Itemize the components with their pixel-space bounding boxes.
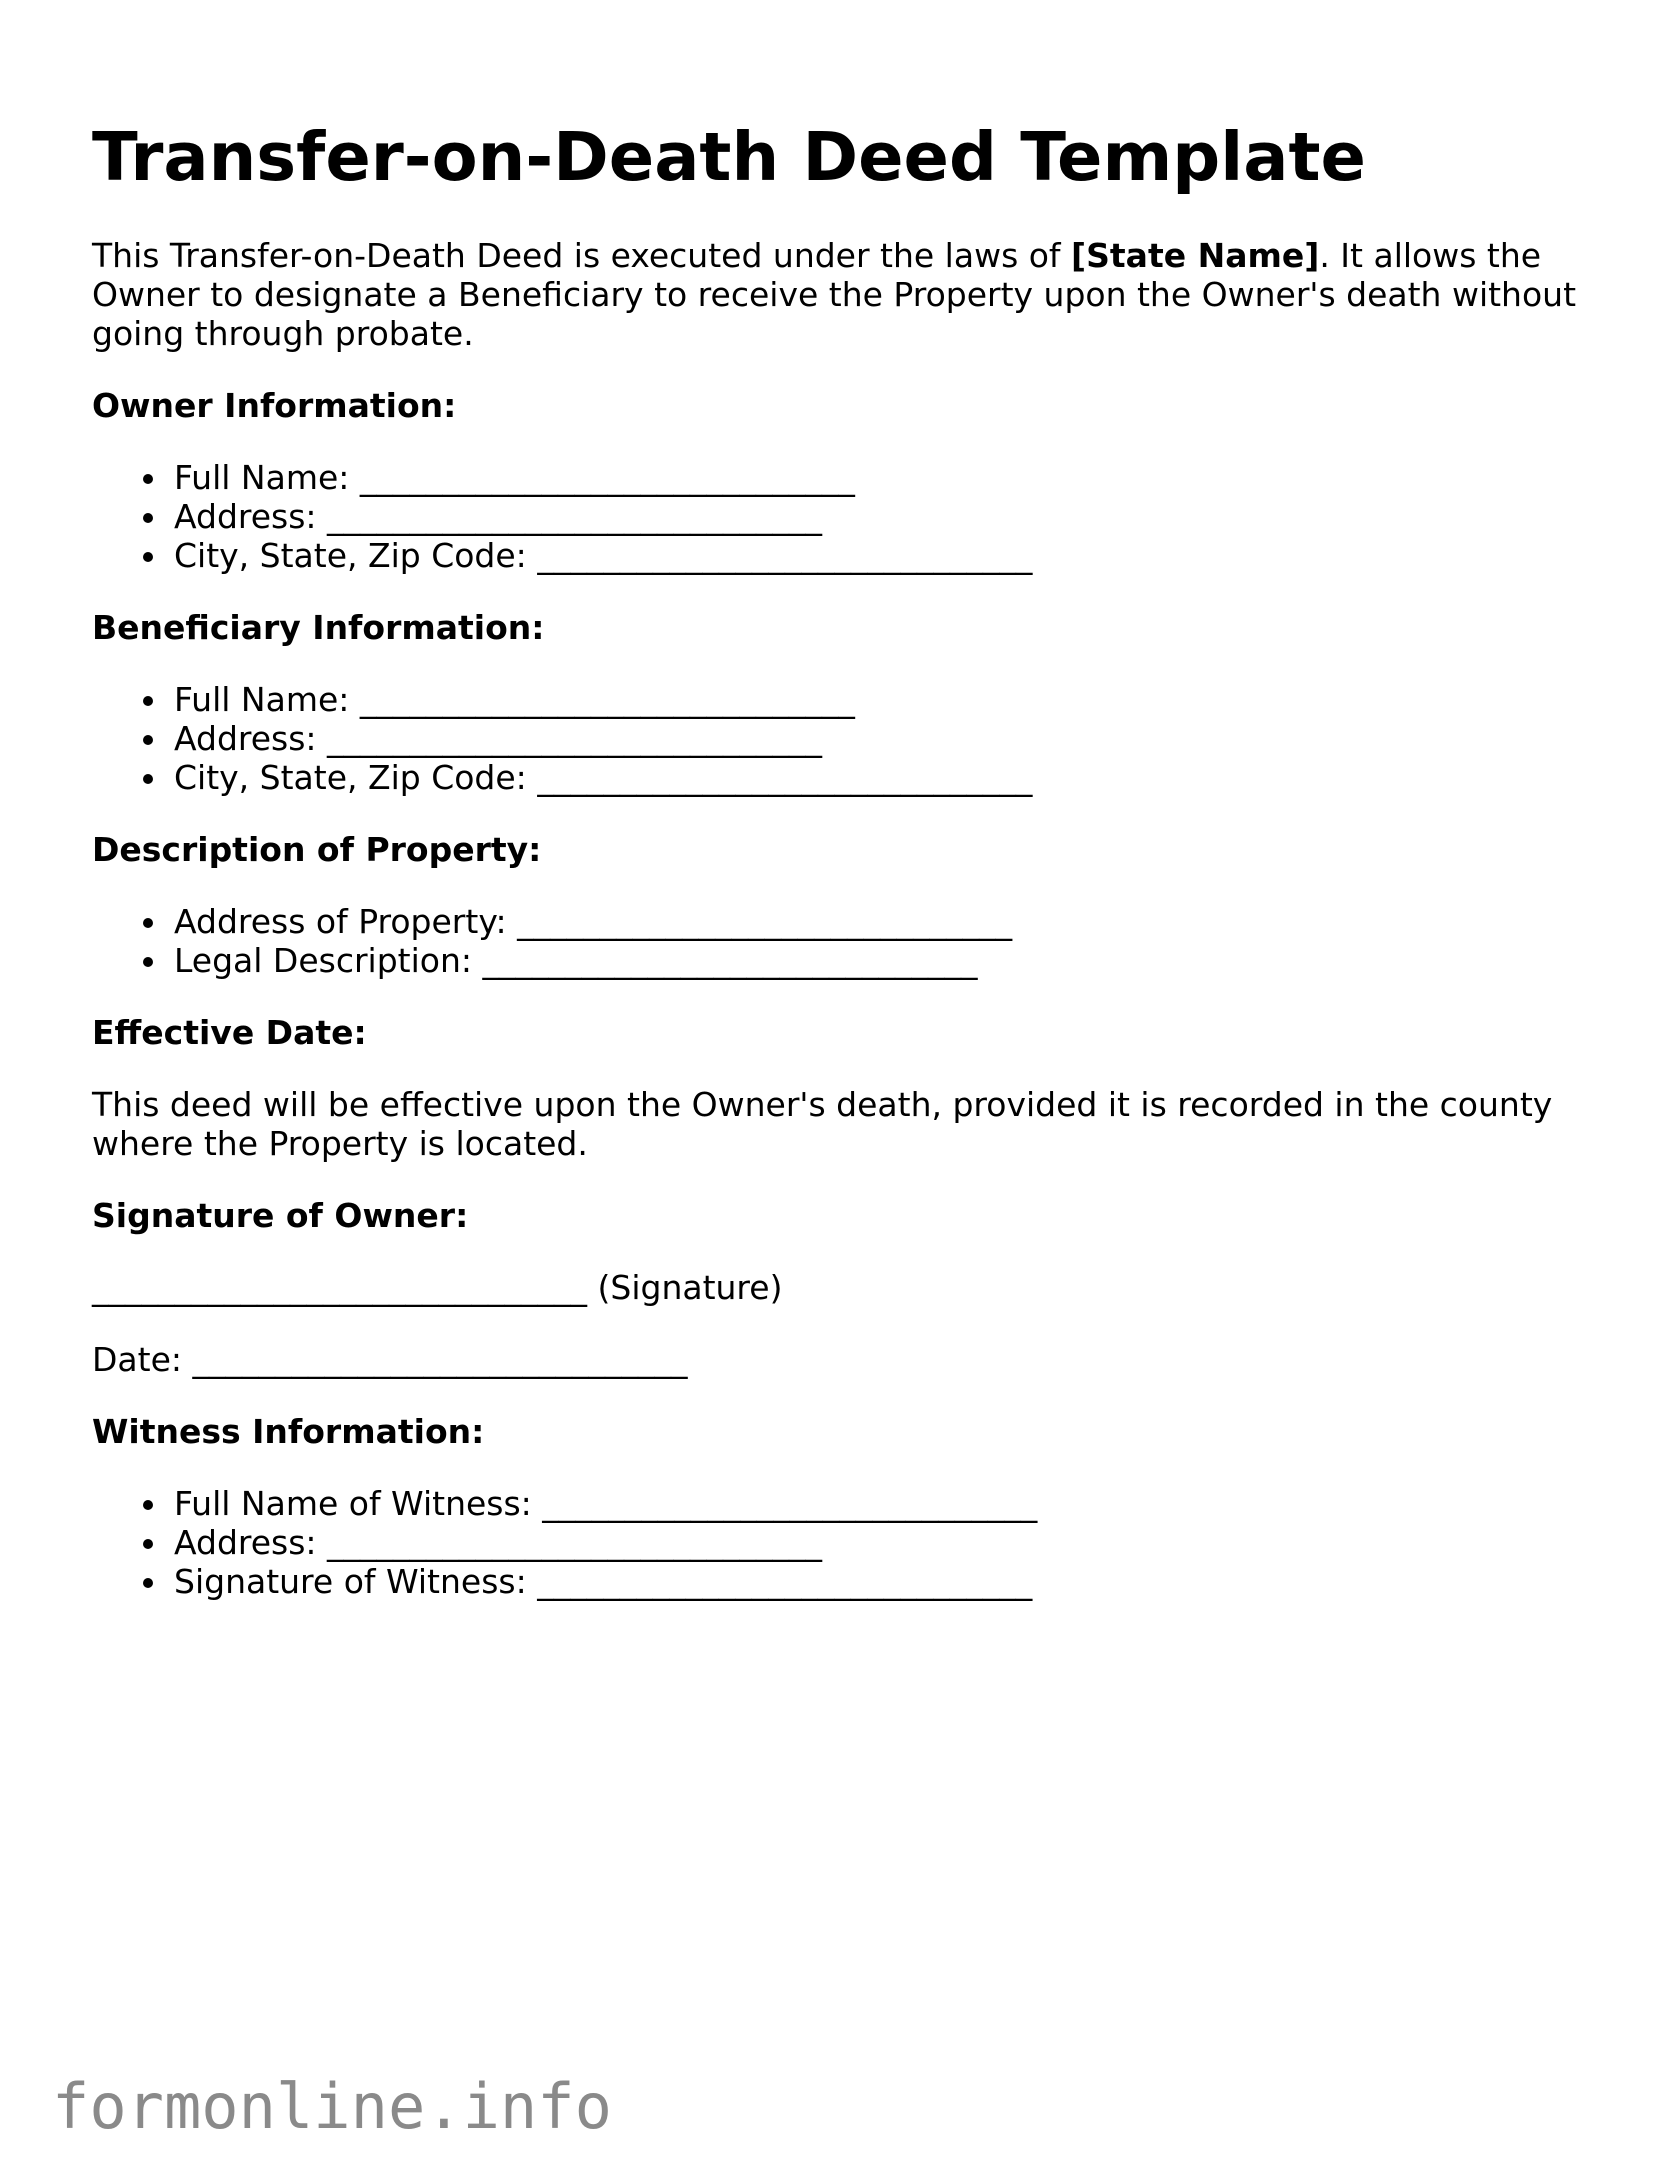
legal-description-field: Legal Description: ______________________________ — [174, 941, 1592, 980]
date-label: Date: — [92, 1340, 182, 1379]
beneficiary-address-field: Address: ______________________________ — [174, 719, 1592, 758]
owner-address-field: Address: ______________________________ — [174, 497, 1592, 536]
intro-text-after: . It allows the Owner to designate a Beneficiary to receive the Property upon the Owner's death without going through probate. — [92, 236, 1577, 353]
fill-in-blank: ______________________________ — [537, 536, 1033, 575]
fill-in-blank: ______________________________ — [542, 1484, 1038, 1523]
state-name-placeholder: [State Name] — [1071, 236, 1320, 275]
fill-in-blank: ______________________________ — [327, 719, 823, 758]
beneficiary-info-heading: Beneficiary Information: — [92, 608, 545, 647]
witness-info-list — [92, 1484, 1592, 1601]
fill-in-blank: ______________________________ — [537, 758, 1033, 797]
owner-info-list — [92, 458, 1592, 575]
witness-info-heading: Witness Information: — [92, 1412, 485, 1451]
document-title: Transfer-on-Death Deed Template — [92, 118, 1366, 196]
owner-signature-heading: Signature of Owner: — [92, 1196, 469, 1235]
fill-in-blank: ______________________________ — [517, 902, 1013, 941]
witness-signature-field: Signature of Witness: ______________________________ — [174, 1562, 1592, 1601]
fill-in-blank: ______________________________ — [359, 680, 855, 719]
beneficiary-info-list — [92, 680, 1592, 797]
fill-in-blank: ______________________________ — [327, 1523, 823, 1562]
owner-signature-line — [92, 1268, 1592, 1307]
witness-full-name-field: Full Name of Witness: ______________________________ — [174, 1484, 1592, 1523]
beneficiary-full-name-field: Full Name: ______________________________ — [174, 680, 1592, 719]
fill-in-blank: ______________________________ — [327, 497, 823, 536]
owner-city-state-zip-field: City, State, Zip Code: ______________________________ — [174, 536, 1592, 575]
site-watermark: formonline.info — [52, 2070, 612, 2143]
fill-in-blank: ______________________________ — [192, 1340, 688, 1379]
fill-in-blank: ______________________________ — [537, 1562, 1033, 1601]
fill-in-blank: ______________________________ — [359, 458, 855, 497]
property-address-field: Address of Property: ______________________________ — [174, 902, 1592, 941]
witness-address-field: Address: ______________________________ — [174, 1523, 1592, 1562]
intro-paragraph — [92, 236, 1592, 353]
property-description-list — [92, 902, 1592, 980]
signature-label: (Signature) — [597, 1268, 783, 1307]
effective-date-text: This deed will be effective upon the Owner's death, provided it is recorded in the county where the Property is located. — [92, 1085, 1553, 1163]
intro-text-before: This Transfer-on-Death Deed is executed under the laws of — [92, 236, 1072, 275]
owner-info-heading: Owner Information: — [92, 386, 457, 425]
document-page — [92, 110, 1592, 1601]
property-description-heading: Description of Property: — [92, 830, 542, 869]
effective-date-heading: Effective Date: — [92, 1013, 367, 1052]
owner-signature-date-line — [92, 1340, 1592, 1379]
fill-in-blank: ______________________________ — [482, 941, 978, 980]
beneficiary-city-state-zip-field: City, State, Zip Code: ______________________________ — [174, 758, 1592, 797]
owner-full-name-field: Full Name: ______________________________ — [174, 458, 1592, 497]
fill-in-blank: ______________________________ — [92, 1268, 587, 1307]
